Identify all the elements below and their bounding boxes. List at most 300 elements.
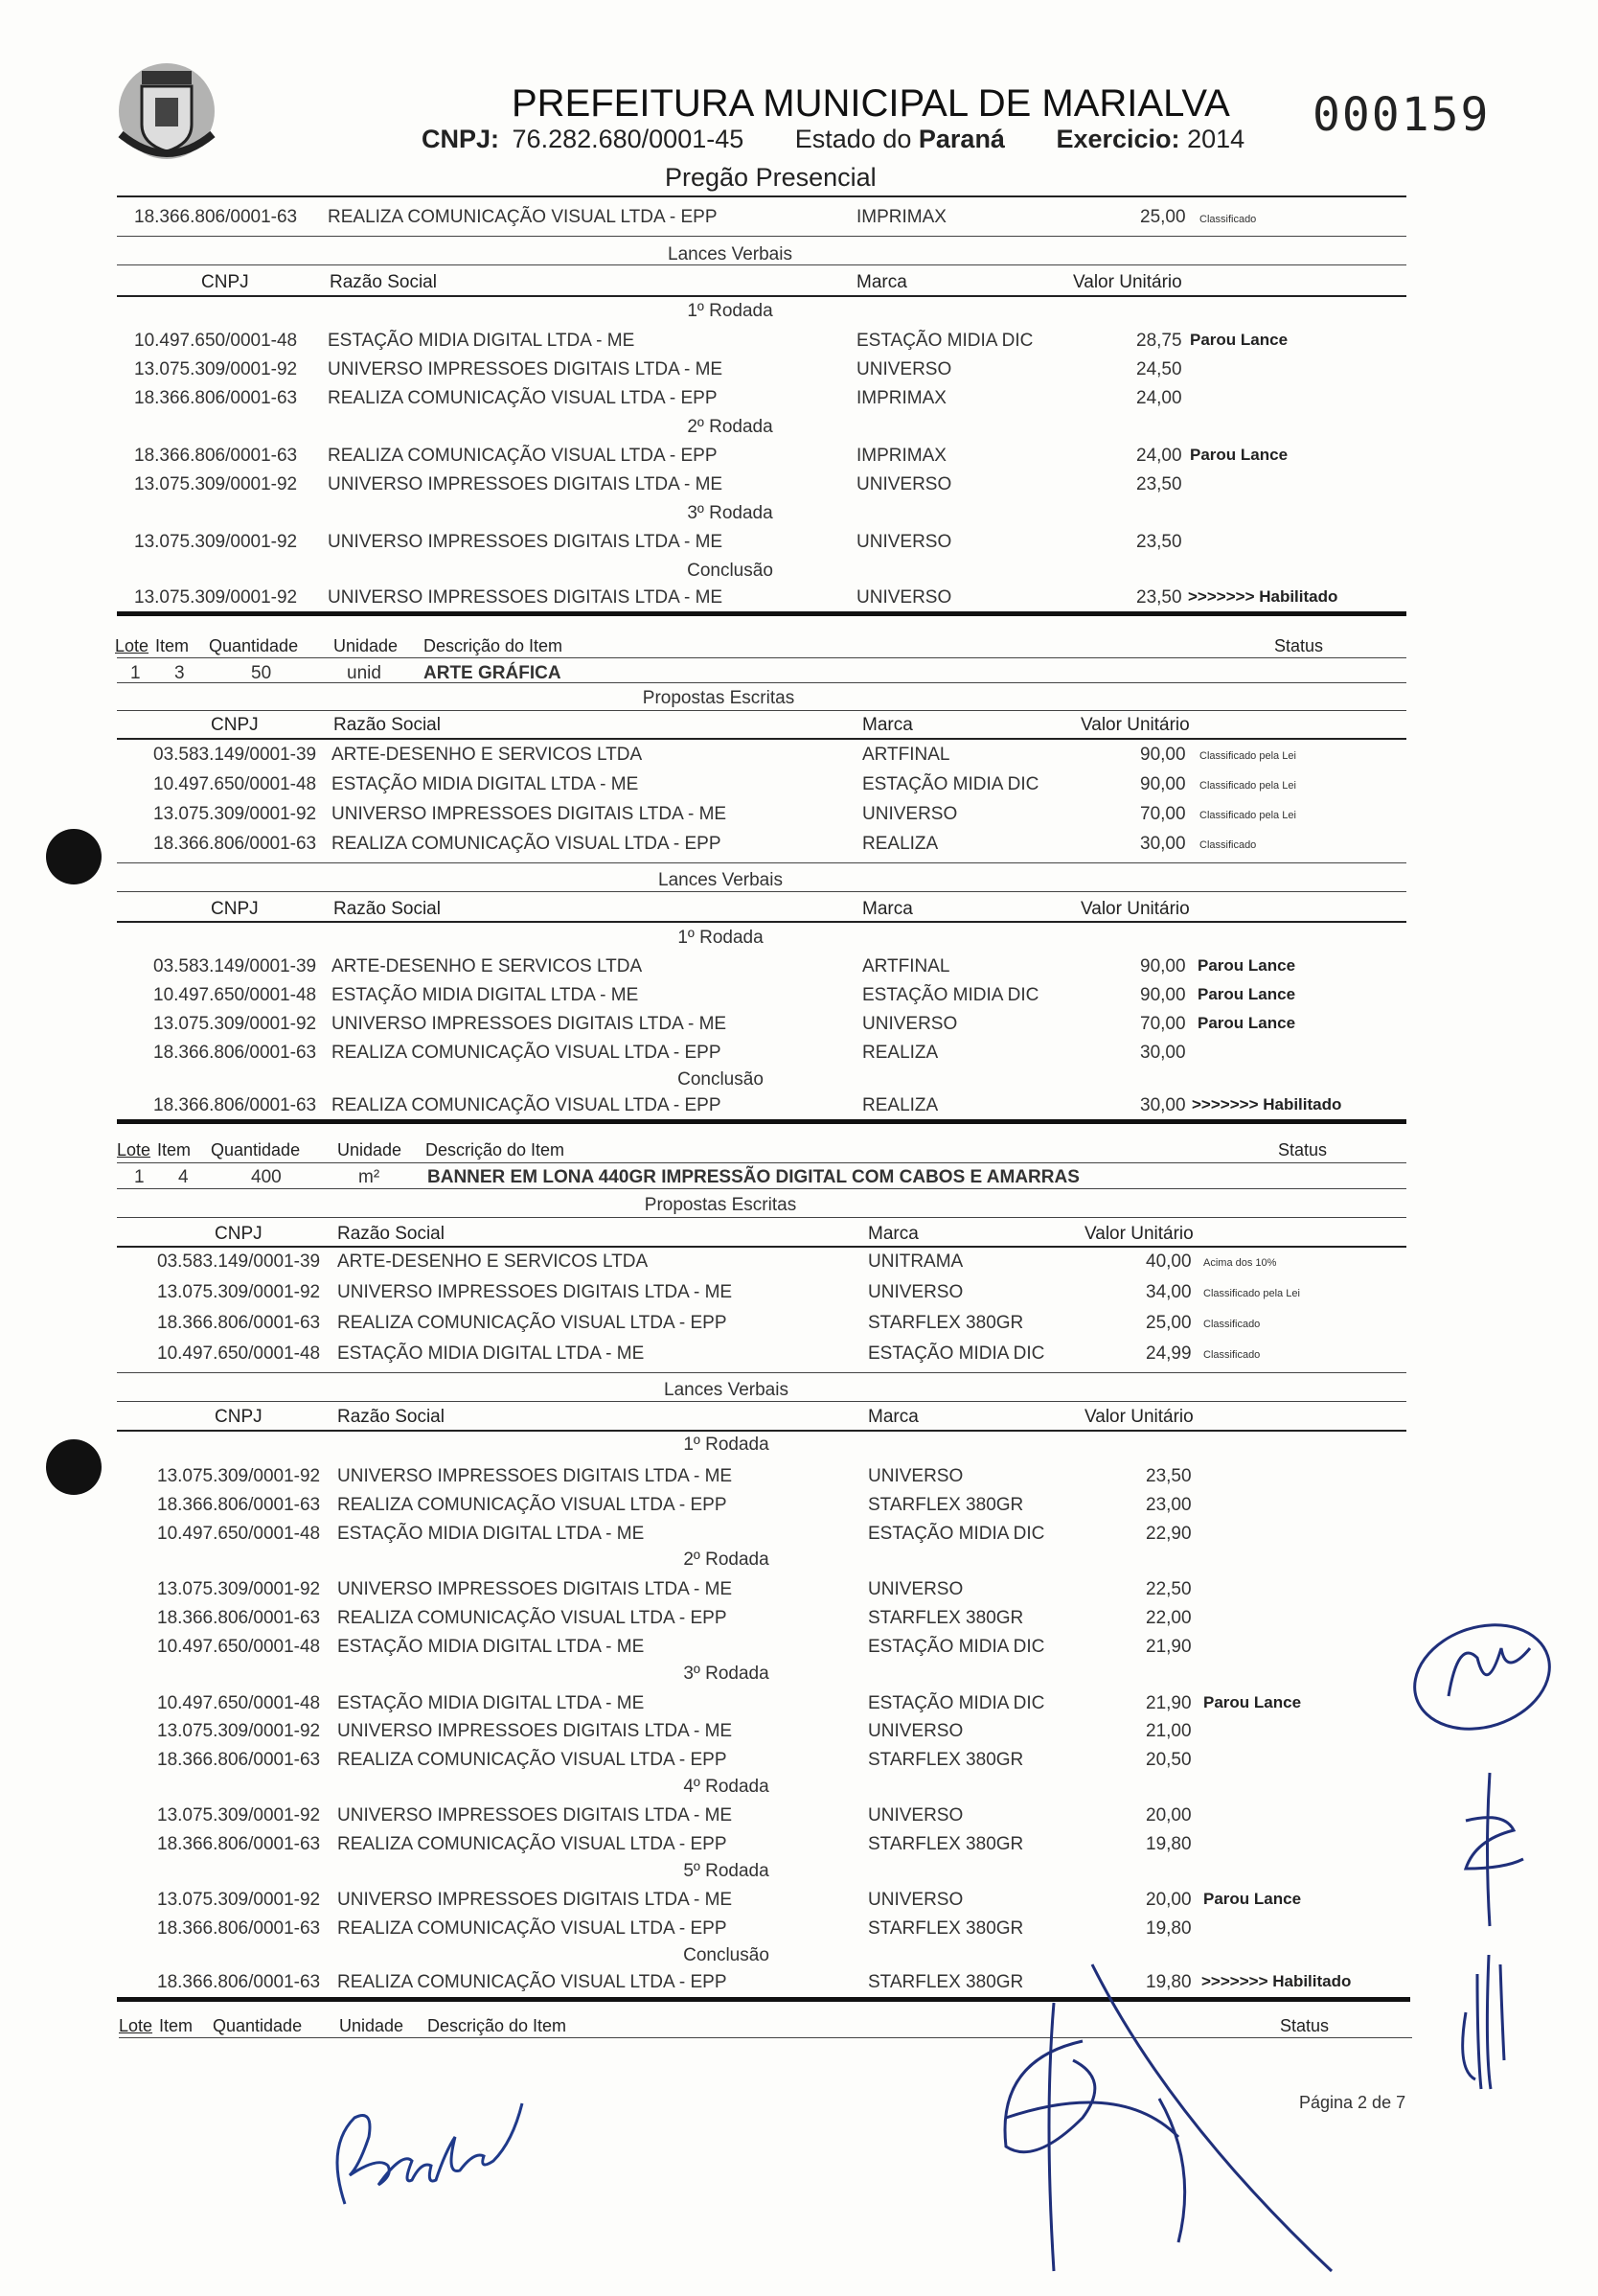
col-cnpj: CNPJ xyxy=(215,1407,263,1427)
razao-cell: ESTAÇÃO MIDIA DIGITAL LTDA - ME xyxy=(331,985,639,1005)
razao-cell: REALIZA COMUNICAÇÃO VISUAL LTDA - EPP xyxy=(328,446,718,466)
table-row xyxy=(0,804,1598,833)
status-cell: Parou Lance xyxy=(1203,1890,1302,1908)
razao-cell: ARTE-DESENHO E SERVICOS LTDA xyxy=(331,745,643,765)
marca-cell: ESTAÇÃO MIDIA DIC xyxy=(868,1693,1045,1713)
cnpj-cell: 10.497.650/0001-48 xyxy=(157,1693,321,1713)
cnpj-cell: 13.075.309/0001-92 xyxy=(134,359,298,379)
razao-cell: UNIVERSO IMPRESSOES DIGITAIS LTDA - ME xyxy=(328,474,723,494)
valor-cell: 28,75 xyxy=(1136,331,1182,351)
conclusion-label: Conclusão xyxy=(683,1945,769,1965)
item-row xyxy=(0,1167,1598,1196)
page-number: Página 2 de 7 xyxy=(1299,2093,1406,2112)
rubric-strokes xyxy=(1437,1936,1523,2099)
col-item: Item xyxy=(157,1140,192,1159)
cnpj-cell: 03.583.149/0001-39 xyxy=(157,1251,321,1272)
col-descricao: Descrição do Item xyxy=(425,1140,565,1159)
valor-cell: 70,00 xyxy=(1140,804,1186,824)
rubric-vertical xyxy=(1447,1763,1533,1936)
table-row xyxy=(0,1721,1598,1750)
col-razao: Razão Social xyxy=(333,715,441,735)
cnpj-cell: 10.497.650/0001-48 xyxy=(157,1637,321,1657)
marca-cell: UNITRAMA xyxy=(868,1251,964,1272)
exercicio-value: 2014 xyxy=(1187,125,1245,153)
razao-cell: REALIZA COMUNICAÇÃO VISUAL LTDA - EPP xyxy=(337,1918,727,1939)
razao-cell: UNIVERSO IMPRESSOES DIGITAIS LTDA - ME xyxy=(331,804,727,824)
document-number: 000159 xyxy=(1313,88,1491,142)
cnpj-cell: 13.075.309/0001-92 xyxy=(157,1805,321,1825)
divider xyxy=(117,1246,1406,1248)
col-cnpj: CNPJ xyxy=(215,1224,263,1244)
col-valor: Valor Unitário xyxy=(1081,899,1190,919)
razao-cell: UNIVERSO IMPRESSOES DIGITAIS LTDA - ME xyxy=(328,587,723,608)
cnpj-cell: 18.366.806/0001-63 xyxy=(157,1495,321,1515)
marca-cell: ESTAÇÃO MIDIA DIC xyxy=(862,774,1039,794)
valor-cell: 21,00 xyxy=(1146,1721,1192,1741)
cnpj-cell: 18.366.806/0001-63 xyxy=(134,207,298,227)
cnpj-cell: 10.497.650/0001-48 xyxy=(153,985,317,1005)
status-cell: Acima dos 10% xyxy=(1203,1257,1277,1269)
col-marca: Marca xyxy=(862,899,913,919)
status-cell: Parou Lance xyxy=(1203,1693,1302,1711)
table-row xyxy=(0,1466,1598,1495)
col-quantidade: Quantidade xyxy=(211,1140,301,1159)
status-cell: Classificado pela Lei xyxy=(1199,750,1296,762)
unidade-cell: m² xyxy=(358,1167,380,1187)
valor-cell: 22,00 xyxy=(1146,1608,1192,1628)
status-cell: Classificado xyxy=(1199,214,1257,225)
table-row xyxy=(0,207,1598,236)
round-label: 1º Rodada xyxy=(687,301,773,321)
section-divider xyxy=(117,611,1406,616)
table-row xyxy=(0,1693,1598,1722)
column-header-row xyxy=(0,1224,1598,1252)
header-divider xyxy=(117,195,1406,197)
valor-cell: 22,50 xyxy=(1146,1579,1192,1599)
cnpj-cell: 18.366.806/0001-63 xyxy=(157,1834,321,1854)
col-descricao: Descrição do Item xyxy=(423,636,563,655)
cnpj-cell: 13.075.309/0001-92 xyxy=(153,804,317,824)
col-unidade: Unidade xyxy=(339,2016,404,2035)
valor-cell: 24,99 xyxy=(1146,1343,1192,1364)
status-cell: Classificado xyxy=(1199,839,1257,851)
valor-cell: 20,00 xyxy=(1146,1890,1192,1910)
table-row xyxy=(0,1313,1598,1342)
razao-cell: REALIZA COMUNICAÇÃO VISUAL LTDA - EPP xyxy=(337,1608,727,1628)
razao-cell: ARTE-DESENHO E SERVICOS LTDA xyxy=(337,1251,649,1272)
table-row xyxy=(0,985,1598,1014)
cnpj-cell: 10.497.650/0001-48 xyxy=(153,774,317,794)
valor-cell: 23,50 xyxy=(1136,587,1182,608)
divider xyxy=(117,891,1406,892)
divider xyxy=(117,657,1406,658)
divider xyxy=(117,295,1406,297)
table-row xyxy=(0,1637,1598,1665)
status-cell: Classificado pela Lei xyxy=(1199,810,1296,821)
marca-cell: IMPRIMAX xyxy=(856,388,947,408)
valor-cell: 19,80 xyxy=(1146,1834,1192,1854)
table-row xyxy=(0,388,1598,417)
table-row xyxy=(0,1343,1598,1372)
valor-cell: 24,50 xyxy=(1136,359,1182,379)
cnpj-cell: 18.366.806/0001-63 xyxy=(134,446,298,466)
razao-cell: REALIZA COMUNICAÇÃO VISUAL LTDA - EPP xyxy=(337,1750,727,1770)
valor-cell: 21,90 xyxy=(1146,1637,1192,1657)
marca-cell: UNIVERSO xyxy=(856,474,952,494)
col-status: Status xyxy=(1280,2016,1330,2035)
conclusion-label: Conclusão xyxy=(687,561,773,581)
valor-cell: 34,00 xyxy=(1146,1282,1192,1302)
valor-cell: 23,50 xyxy=(1136,532,1182,552)
cnpj-value: 76.282.680/0001-45 xyxy=(512,125,744,153)
cnpj-cell: 13.075.309/0001-92 xyxy=(157,1466,321,1486)
razao-cell: REALIZA COMUNICAÇÃO VISUAL LTDA - EPP xyxy=(328,388,718,408)
table-row xyxy=(0,1750,1598,1779)
razao-cell: UNIVERSO IMPRESSOES DIGITAIS LTDA - ME xyxy=(337,1282,733,1302)
cnpj-cell: 13.075.309/0001-92 xyxy=(134,532,298,552)
table-row xyxy=(0,745,1598,773)
col-unidade: Unidade xyxy=(337,1140,402,1159)
marca-cell: ESTAÇÃO MIDIA DIC xyxy=(862,985,1039,1005)
round-label: 2º Rodada xyxy=(683,1550,769,1570)
cnpj-cell: 13.075.309/0001-92 xyxy=(134,587,298,608)
cnpj-cell: 18.366.806/0001-63 xyxy=(157,1972,321,1992)
marca-cell: ESTAÇÃO MIDIA DIC xyxy=(868,1343,1045,1364)
marca-cell: STARFLEX 380GR xyxy=(868,1313,1024,1333)
unidade-cell: unid xyxy=(347,663,381,683)
col-marca: Marca xyxy=(868,1407,919,1427)
status-cell: Parou Lance xyxy=(1198,985,1296,1003)
col-status: Status xyxy=(1278,1140,1328,1159)
round-label: 2º Rodada xyxy=(687,417,773,437)
col-marca: Marca xyxy=(862,715,913,735)
valor-cell: 23,00 xyxy=(1146,1495,1192,1515)
status-cell: Parou Lance xyxy=(1190,331,1289,349)
table-row xyxy=(0,1495,1598,1524)
valor-cell: 19,80 xyxy=(1146,1972,1192,1992)
marca-cell: UNIVERSO xyxy=(856,587,952,608)
section-divider xyxy=(117,1119,1406,1124)
col-valor: Valor Unitário xyxy=(1084,1224,1194,1244)
col-marca: Marca xyxy=(868,1224,919,1244)
divider xyxy=(117,1372,1406,1373)
table-row xyxy=(0,1282,1598,1311)
header-info xyxy=(422,125,1244,154)
divider xyxy=(117,1188,1406,1189)
status-cell: Classificado xyxy=(1203,1319,1261,1330)
table-row xyxy=(0,532,1598,561)
col-lote: Lote xyxy=(117,1140,151,1159)
cnpj-cell: 18.366.806/0001-63 xyxy=(153,834,317,854)
cnpj-cell: 18.366.806/0001-63 xyxy=(157,1750,321,1770)
razao-cell: ESTAÇÃO MIDIA DIGITAL LTDA - ME xyxy=(337,1343,645,1364)
exercicio-label: Exercicio: xyxy=(1056,125,1180,153)
marca-cell: STARFLEX 380GR xyxy=(868,1750,1024,1770)
cnpj-cell: 18.366.806/0001-63 xyxy=(157,1313,321,1333)
conclusion-label: Conclusão xyxy=(677,1069,764,1090)
valor-cell: 23,50 xyxy=(1136,474,1182,494)
cnpj-cell: 13.075.309/0001-92 xyxy=(153,1014,317,1034)
marca-cell: REALIZA xyxy=(862,834,939,854)
divider xyxy=(117,1430,1406,1432)
marca-cell: REALIZA xyxy=(862,1043,939,1063)
divider xyxy=(117,1217,1406,1218)
marca-cell: UNIVERSO xyxy=(868,1579,964,1599)
valor-cell: 22,90 xyxy=(1146,1524,1192,1544)
razao-cell: UNIVERSO IMPRESSOES DIGITAIS LTDA - ME xyxy=(337,1721,733,1741)
status-cell: Parou Lance xyxy=(1198,1014,1296,1032)
marca-cell: REALIZA xyxy=(862,1095,939,1115)
item-header-row xyxy=(117,1140,1406,1160)
marca-cell: IMPRIMAX xyxy=(856,446,947,466)
table-row xyxy=(0,1918,1598,1947)
table-row xyxy=(0,331,1598,359)
divider xyxy=(117,738,1406,740)
cnpj-cell: 18.366.806/0001-63 xyxy=(153,1095,317,1115)
divider xyxy=(117,710,1406,711)
valor-cell: 20,00 xyxy=(1146,1805,1192,1825)
divider xyxy=(117,1401,1406,1402)
marca-cell: STARFLEX 380GR xyxy=(868,1918,1024,1939)
round-label: 1º Rodada xyxy=(683,1435,769,1455)
marca-cell: UNIVERSO xyxy=(868,1890,964,1910)
table-row xyxy=(0,474,1598,503)
col-descricao: Descrição do Item xyxy=(427,2016,567,2035)
col-cnpj: CNPJ xyxy=(201,272,249,292)
valor-cell: 40,00 xyxy=(1146,1251,1192,1272)
valor-cell: 90,00 xyxy=(1140,985,1186,1005)
marca-cell: ARTFINAL xyxy=(862,745,950,765)
estado-label: Estado do xyxy=(794,125,912,153)
table-row xyxy=(0,956,1598,985)
table-row xyxy=(0,1014,1598,1043)
razao-cell: ARTE-DESENHO E SERVICOS LTDA xyxy=(331,956,643,976)
marca-cell: UNIVERSO xyxy=(862,1014,958,1034)
cnpj-cell: 13.075.309/0001-92 xyxy=(157,1890,321,1910)
col-razao: Razão Social xyxy=(330,272,437,292)
divider xyxy=(117,921,1406,923)
status-cell: Parou Lance xyxy=(1198,956,1296,975)
valor-cell: 24,00 xyxy=(1136,446,1182,466)
valor-cell: 20,50 xyxy=(1146,1750,1192,1770)
table-row xyxy=(0,774,1598,803)
table-row xyxy=(0,1579,1598,1608)
divider xyxy=(117,1162,1406,1163)
marca-cell: ESTAÇÃO MIDIA DIC xyxy=(856,331,1034,351)
col-quantidade: Quantidade xyxy=(213,2016,303,2035)
section-title-lances: Lances Verbais xyxy=(668,244,792,264)
valor-cell: 24,00 xyxy=(1136,388,1182,408)
table-row xyxy=(0,1805,1598,1834)
razao-cell: REALIZA COMUNICAÇÃO VISUAL LTDA - EPP xyxy=(331,1095,721,1115)
table-row xyxy=(0,446,1598,474)
status-cell: >>>>>>> Habilitado xyxy=(1201,1972,1352,1990)
razao-cell: ESTAÇÃO MIDIA DIGITAL LTDA - ME xyxy=(337,1693,645,1713)
marca-cell: UNIVERSO xyxy=(868,1805,964,1825)
punch-hole xyxy=(46,1439,102,1495)
razao-cell: REALIZA COMUNICAÇÃO VISUAL LTDA - EPP xyxy=(337,1495,727,1515)
cnpj-cell: 13.075.309/0001-92 xyxy=(157,1579,321,1599)
divider xyxy=(117,264,1406,265)
status-cell: >>>>>>> Habilitado xyxy=(1192,1095,1342,1114)
punch-hole xyxy=(46,829,102,884)
cnpj-cell: 13.075.309/0001-92 xyxy=(134,474,298,494)
col-razao: Razão Social xyxy=(333,899,441,919)
col-razao: Razão Social xyxy=(337,1224,445,1244)
valor-cell: 25,00 xyxy=(1146,1313,1192,1333)
marca-cell: ARTFINAL xyxy=(862,956,950,976)
col-razao: Razão Social xyxy=(337,1407,445,1427)
cnpj-cell: 10.497.650/0001-48 xyxy=(157,1343,321,1364)
status-cell: Classificado pela Lei xyxy=(1199,780,1296,792)
divider xyxy=(117,236,1406,237)
marca-cell: ESTAÇÃO MIDIA DIC xyxy=(868,1524,1045,1544)
table-row xyxy=(0,834,1598,862)
valor-cell: 30,00 xyxy=(1140,1095,1186,1115)
round-label: 3º Rodada xyxy=(687,503,773,523)
razao-cell: ESTAÇÃO MIDIA DIGITAL LTDA - ME xyxy=(337,1637,645,1657)
signature-center xyxy=(968,1955,1351,2281)
cnpj-cell: 18.366.806/0001-63 xyxy=(157,1918,321,1939)
round-label: 4º Rodada xyxy=(683,1777,769,1797)
valor-cell: 21,90 xyxy=(1146,1693,1192,1713)
descricao-cell: ARTE GRÁFICA xyxy=(423,663,561,683)
cnpj-cell: 03.583.149/0001-39 xyxy=(153,956,317,976)
col-cnpj: CNPJ xyxy=(211,899,259,919)
col-status: Status xyxy=(1274,636,1324,655)
razao-cell: REALIZA COMUNICAÇÃO VISUAL LTDA - EPP xyxy=(331,834,721,854)
cnpj-cell: 18.366.806/0001-63 xyxy=(134,388,298,408)
divider xyxy=(117,862,1406,863)
cnpj-cell: 18.366.806/0001-63 xyxy=(157,1608,321,1628)
table-row xyxy=(0,1043,1598,1071)
marca-cell: STARFLEX 380GR xyxy=(868,1972,1024,1992)
column-header-row xyxy=(0,899,1598,928)
razao-cell: ESTAÇÃO MIDIA DIGITAL LTDA - ME xyxy=(328,331,635,351)
status-cell: Classificado xyxy=(1203,1349,1261,1361)
valor-cell: 90,00 xyxy=(1140,745,1186,765)
razao-cell: UNIVERSO IMPRESSOES DIGITAIS LTDA - ME xyxy=(337,1805,733,1825)
marca-cell: UNIVERSO xyxy=(856,532,952,552)
razao-cell: UNIVERSO IMPRESSOES DIGITAIS LTDA - ME xyxy=(331,1014,727,1034)
quantidade-cell: 50 xyxy=(251,663,272,683)
valor-cell: 90,00 xyxy=(1140,956,1186,976)
valor-cell: 25,00 xyxy=(1140,207,1186,227)
page-title: PREFEITURA MUNICIPAL DE MARIALVA xyxy=(512,82,1230,125)
table-row xyxy=(0,1890,1598,1918)
razao-cell: UNIVERSO IMPRESSOES DIGITAIS LTDA - ME xyxy=(328,532,723,552)
razao-cell: REALIZA COMUNICAÇÃO VISUAL LTDA - EPP xyxy=(337,1972,727,1992)
razao-cell: REALIZA COMUNICAÇÃO VISUAL LTDA - EPP xyxy=(337,1313,727,1333)
razao-cell: ESTAÇÃO MIDIA DIGITAL LTDA - ME xyxy=(337,1524,645,1544)
status-cell: Parou Lance xyxy=(1190,446,1289,464)
round-label: 1º Rodada xyxy=(677,928,764,948)
marca-cell: UNIVERSO xyxy=(862,804,958,824)
marca-cell: IMPRIMAX xyxy=(856,207,947,227)
estado-value: Paraná xyxy=(918,125,1005,153)
table-row xyxy=(0,1608,1598,1637)
col-lote: Lote xyxy=(115,636,149,655)
razao-cell: REALIZA COMUNICAÇÃO VISUAL LTDA - EPP xyxy=(331,1043,721,1063)
section-title-propostas: Propostas Escritas xyxy=(644,1195,797,1215)
col-unidade: Unidade xyxy=(333,636,399,655)
col-item: Item xyxy=(155,636,190,655)
table-row xyxy=(0,1834,1598,1863)
cnpj-cell: 03.583.149/0001-39 xyxy=(153,745,317,765)
item-cell: 3 xyxy=(174,663,185,683)
lote-cell: 1 xyxy=(134,1167,145,1187)
marca-cell: STARFLEX 380GR xyxy=(868,1495,1024,1515)
table-row xyxy=(0,359,1598,388)
valor-cell: 30,00 xyxy=(1140,834,1186,854)
cnpj-cell: 10.497.650/0001-48 xyxy=(134,331,298,351)
razao-cell: UNIVERSO IMPRESSOES DIGITAIS LTDA - ME xyxy=(337,1579,733,1599)
signature-roberto xyxy=(316,2089,527,2223)
descricao-cell: BANNER EM LONA 440GR IMPRESSÃO DIGITAL COM CABOS E AMARRAS xyxy=(427,1167,1080,1187)
col-valor: Valor Unitário xyxy=(1081,715,1190,735)
marca-cell: UNIVERSO xyxy=(868,1721,964,1741)
valor-cell: 90,00 xyxy=(1140,774,1186,794)
razao-cell: REALIZA COMUNICAÇÃO VISUAL LTDA - EPP xyxy=(337,1834,727,1854)
marca-cell: STARFLEX 380GR xyxy=(868,1608,1024,1628)
section-title-propostas: Propostas Escritas xyxy=(642,688,795,708)
item-cell: 4 xyxy=(178,1167,189,1187)
item-header-row xyxy=(115,636,1406,656)
razao-cell: UNIVERSO IMPRESSOES DIGITAIS LTDA - ME xyxy=(328,359,723,379)
marca-cell: STARFLEX 380GR xyxy=(868,1834,1024,1854)
cnpj-cell: 13.075.309/0001-92 xyxy=(157,1721,321,1741)
cnpj-cell: 13.075.309/0001-92 xyxy=(157,1282,321,1302)
rubric-oval xyxy=(1401,1610,1564,1744)
col-marca: Marca xyxy=(856,272,907,292)
cnpj-cell: 18.366.806/0001-63 xyxy=(153,1043,317,1063)
valor-cell: 70,00 xyxy=(1140,1014,1186,1034)
divider xyxy=(117,682,1406,683)
valor-cell: 19,80 xyxy=(1146,1918,1192,1939)
col-valor: Valor Unitário xyxy=(1084,1407,1194,1427)
table-row xyxy=(0,1524,1598,1552)
razao-cell: ESTAÇÃO MIDIA DIGITAL LTDA - ME xyxy=(331,774,639,794)
razao-cell: REALIZA COMUNICAÇÃO VISUAL LTDA - EPP xyxy=(328,207,718,227)
round-label: 5º Rodada xyxy=(683,1861,769,1881)
cnpj-label: CNPJ: xyxy=(422,125,500,153)
razao-cell: UNIVERSO IMPRESSOES DIGITAIS LTDA - ME xyxy=(337,1890,733,1910)
municipal-crest-logo xyxy=(113,57,220,165)
marca-cell: UNIVERSO xyxy=(856,359,952,379)
status-cell: >>>>>>> Habilitado xyxy=(1188,587,1338,606)
col-cnpj: CNPJ xyxy=(211,715,259,735)
razao-cell: UNIVERSO IMPRESSOES DIGITAIS LTDA - ME xyxy=(337,1466,733,1486)
round-label: 3º Rodada xyxy=(683,1664,769,1684)
marca-cell: UNIVERSO xyxy=(868,1466,964,1486)
valor-cell: 23,50 xyxy=(1146,1466,1192,1486)
col-lote: Lote xyxy=(119,2016,153,2035)
col-quantidade: Quantidade xyxy=(209,636,299,655)
section-title-lances: Lances Verbais xyxy=(664,1380,788,1400)
section-title-lances: Lances Verbais xyxy=(658,870,783,890)
cnpj-cell: 10.497.650/0001-48 xyxy=(157,1524,321,1544)
valor-cell: 30,00 xyxy=(1140,1043,1186,1063)
page-subtitle: Pregão Presencial xyxy=(665,163,877,192)
col-valor: Valor Unitário xyxy=(1073,272,1182,292)
marca-cell: UNIVERSO xyxy=(868,1282,964,1302)
marca-cell: ESTAÇÃO MIDIA DIC xyxy=(868,1637,1045,1657)
status-cell: Classificado pela Lei xyxy=(1203,1288,1300,1299)
quantidade-cell: 400 xyxy=(251,1167,282,1187)
lote-cell: 1 xyxy=(130,663,141,683)
table-row xyxy=(0,1251,1598,1280)
col-item: Item xyxy=(159,2016,194,2035)
